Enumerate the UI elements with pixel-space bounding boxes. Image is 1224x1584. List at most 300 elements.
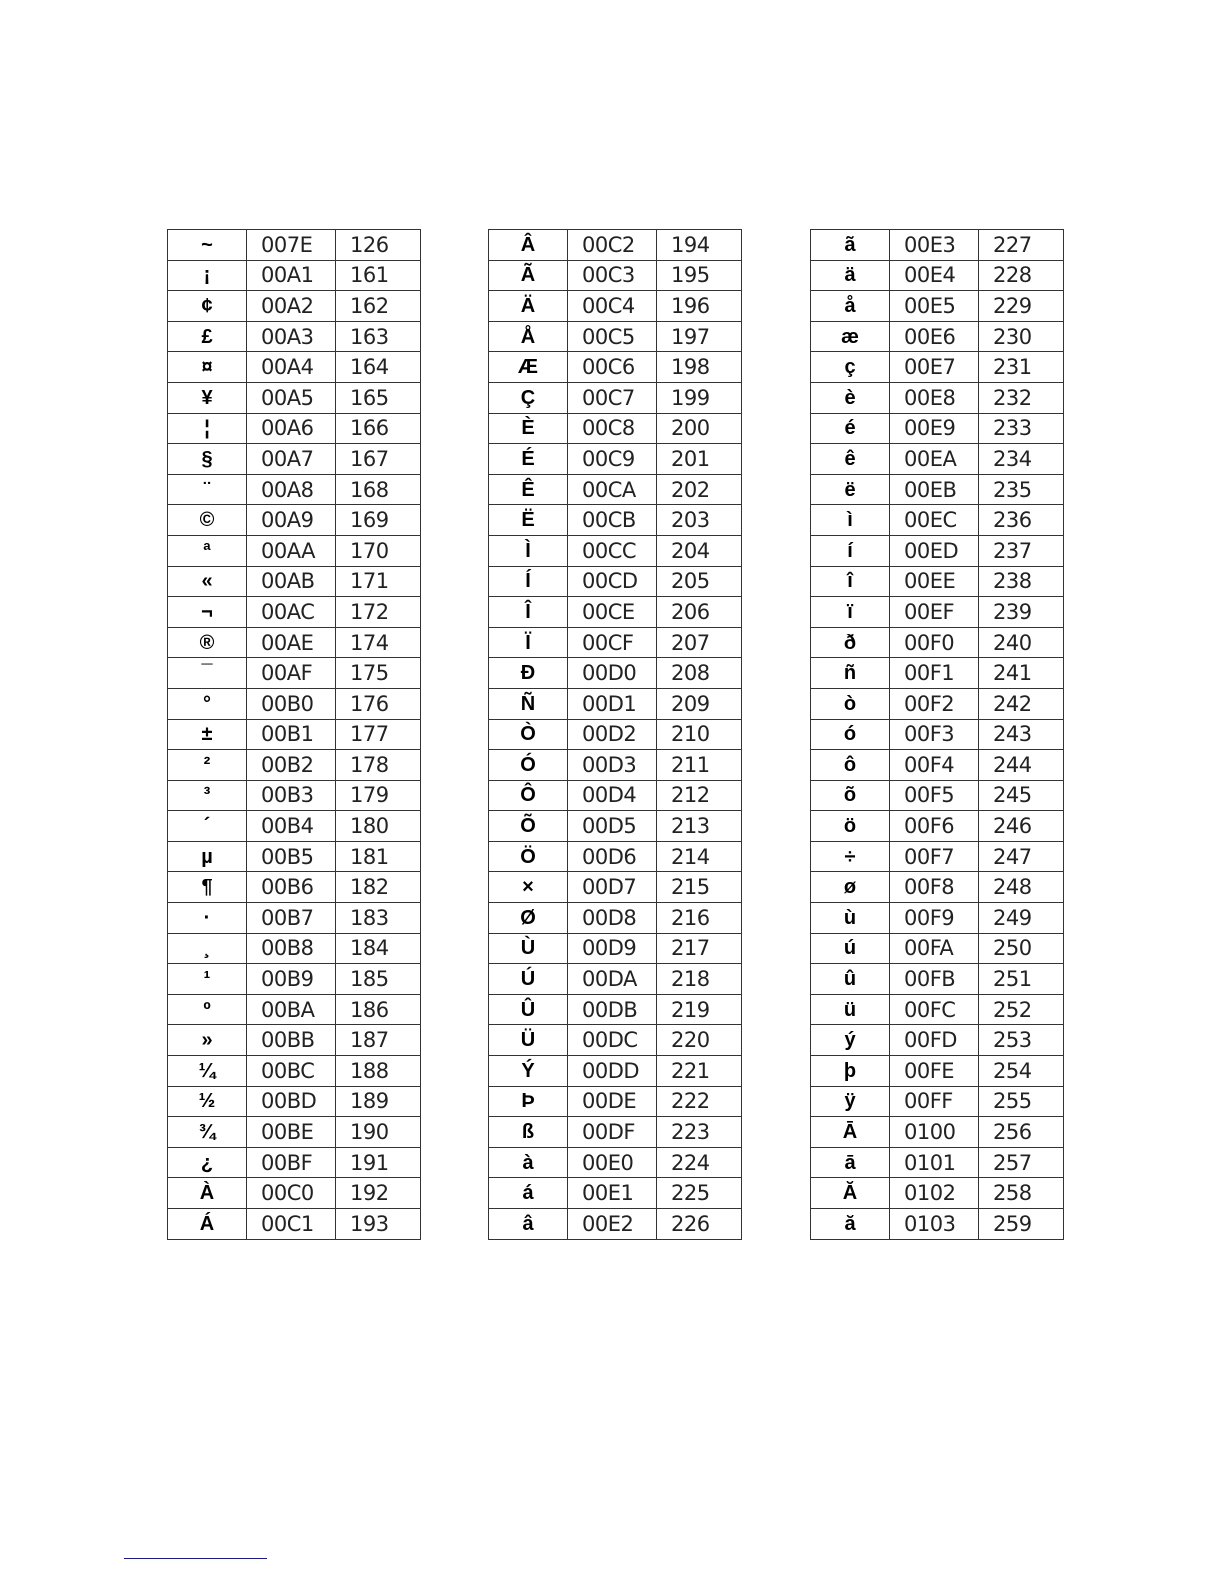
char-cell: ã	[811, 230, 890, 261]
table-row	[811, 444, 1064, 475]
decimal-code-cell: 212	[657, 780, 742, 811]
table-row	[811, 688, 1064, 719]
decimal-code-cell: 193	[336, 1209, 421, 1240]
table-row	[811, 597, 1064, 628]
decimal-code-cell: 244	[979, 750, 1064, 781]
table-row	[489, 1086, 742, 1117]
decimal-code-cell: 182	[336, 872, 421, 903]
hex-code-cell: 00EC	[890, 505, 979, 536]
decimal-code-cell: 204	[657, 535, 742, 566]
decimal-code-cell: 201	[657, 444, 742, 475]
hex-code-cell: 00B1	[247, 719, 336, 750]
table-row	[489, 1025, 742, 1056]
table-row	[489, 780, 742, 811]
table-row	[489, 841, 742, 872]
hex-code-cell: 00C5	[568, 321, 657, 352]
char-cell: Ñ	[489, 688, 568, 719]
hex-code-cell: 00B6	[247, 872, 336, 903]
char-cell: ±	[168, 719, 247, 750]
char-cell: Ø	[489, 903, 568, 934]
hex-code-cell: 00E5	[890, 291, 979, 322]
table-row	[168, 1025, 421, 1056]
hex-code-cell: 00EE	[890, 566, 979, 597]
hex-code-cell: 00F8	[890, 872, 979, 903]
char-cell: Ā	[811, 1117, 890, 1148]
hex-code-cell: 00C7	[568, 382, 657, 413]
table-row	[489, 811, 742, 842]
table-row	[489, 382, 742, 413]
hex-code-cell: 00CE	[568, 597, 657, 628]
decimal-code-cell: 226	[657, 1209, 742, 1240]
hex-code-cell: 00F9	[890, 903, 979, 934]
decimal-code-cell: 165	[336, 382, 421, 413]
decimal-code-cell: 235	[979, 474, 1064, 505]
hex-code-cell: 00DC	[568, 1025, 657, 1056]
table-row	[489, 627, 742, 658]
table-row	[811, 505, 1064, 536]
table-row	[489, 994, 742, 1025]
char-cell: »	[168, 1025, 247, 1056]
hex-code-cell: 00DB	[568, 994, 657, 1025]
char-cell: Ö	[489, 841, 568, 872]
table-row	[489, 321, 742, 352]
char-cell: ½	[168, 1086, 247, 1117]
char-cell: ò	[811, 688, 890, 719]
char-cell: §	[168, 444, 247, 475]
hex-code-cell: 00EF	[890, 597, 979, 628]
table-row	[489, 352, 742, 383]
table-row	[811, 1025, 1064, 1056]
decimal-code-cell: 198	[657, 352, 742, 383]
char-cell: ¨	[168, 474, 247, 505]
table-row	[489, 444, 742, 475]
decimal-code-cell: 225	[657, 1178, 742, 1209]
char-cell: ë	[811, 474, 890, 505]
table-row	[489, 1056, 742, 1087]
table-row	[811, 566, 1064, 597]
hex-code-cell: 00A3	[247, 321, 336, 352]
decimal-code-cell: 250	[979, 933, 1064, 964]
decimal-code-cell: 210	[657, 719, 742, 750]
hex-code-cell: 007E	[247, 230, 336, 261]
char-cell: Õ	[489, 811, 568, 842]
decimal-code-cell: 208	[657, 658, 742, 689]
hex-code-cell: 00FF	[890, 1086, 979, 1117]
hex-code-cell: 00A9	[247, 505, 336, 536]
table-row	[168, 627, 421, 658]
decimal-code-cell: 185	[336, 964, 421, 995]
char-cell: ¼	[168, 1056, 247, 1087]
hex-code-cell: 00F5	[890, 780, 979, 811]
decimal-code-cell: 238	[979, 566, 1064, 597]
table-row	[489, 535, 742, 566]
decimal-code-cell: 221	[657, 1056, 742, 1087]
hex-code-cell: 00B7	[247, 903, 336, 934]
decimal-code-cell: 243	[979, 719, 1064, 750]
decimal-code-cell: 200	[657, 413, 742, 444]
char-cell: ¢	[168, 291, 247, 322]
decimal-code-cell: 202	[657, 474, 742, 505]
decimal-code-cell: 209	[657, 688, 742, 719]
decimal-code-cell: 162	[336, 291, 421, 322]
char-cell: å	[811, 291, 890, 322]
decimal-code-cell: 239	[979, 597, 1064, 628]
char-cell: È	[489, 413, 568, 444]
decimal-code-cell: 246	[979, 811, 1064, 842]
table-row	[489, 1117, 742, 1148]
table-row	[811, 230, 1064, 261]
decimal-code-cell: 187	[336, 1025, 421, 1056]
table-row	[168, 811, 421, 842]
table-row	[811, 933, 1064, 964]
char-cell: ¦	[168, 413, 247, 444]
char-cell: è	[811, 382, 890, 413]
char-cell: ¸	[168, 933, 247, 964]
decimal-code-cell: 172	[336, 597, 421, 628]
char-cell: ð	[811, 627, 890, 658]
char-cell: ~	[168, 230, 247, 261]
char-cell: õ	[811, 780, 890, 811]
hex-code-cell: 00C4	[568, 291, 657, 322]
table-row	[489, 474, 742, 505]
char-cell: Ü	[489, 1025, 568, 1056]
char-cell: º	[168, 994, 247, 1025]
hex-code-cell: 00AF	[247, 658, 336, 689]
table-row	[168, 230, 421, 261]
decimal-code-cell: 192	[336, 1178, 421, 1209]
hex-code-cell: 00F4	[890, 750, 979, 781]
char-table-body	[489, 230, 742, 1240]
decimal-code-cell: 227	[979, 230, 1064, 261]
hex-code-cell: 00FE	[890, 1056, 979, 1087]
char-cell: ·	[168, 903, 247, 934]
table-row	[168, 291, 421, 322]
hex-code-cell: 00C1	[247, 1209, 336, 1240]
decimal-code-cell: 219	[657, 994, 742, 1025]
decimal-code-cell: 218	[657, 964, 742, 995]
table-row	[811, 1086, 1064, 1117]
hex-code-cell: 00BB	[247, 1025, 336, 1056]
decimal-code-cell: 224	[657, 1147, 742, 1178]
table-row	[168, 1056, 421, 1087]
table-row	[811, 1147, 1064, 1178]
table-row	[168, 994, 421, 1025]
table-row	[811, 1056, 1064, 1087]
table-row	[168, 658, 421, 689]
decimal-code-cell: 237	[979, 535, 1064, 566]
table-row	[489, 688, 742, 719]
hex-code-cell: 00DA	[568, 964, 657, 995]
hex-code-cell: 00E4	[890, 260, 979, 291]
char-cell: ´	[168, 811, 247, 842]
decimal-code-cell: 190	[336, 1117, 421, 1148]
hex-code-cell: 00D1	[568, 688, 657, 719]
decimal-code-cell: 195	[657, 260, 742, 291]
hex-code-cell: 00D6	[568, 841, 657, 872]
decimal-code-cell: 180	[336, 811, 421, 842]
char-cell: ô	[811, 750, 890, 781]
hex-code-cell: 00F7	[890, 841, 979, 872]
hex-code-cell: 00C0	[247, 1178, 336, 1209]
char-cell: ø	[811, 872, 890, 903]
decimal-code-cell: 181	[336, 841, 421, 872]
char-cell: â	[489, 1209, 568, 1240]
table-row	[168, 321, 421, 352]
decimal-code-cell: 167	[336, 444, 421, 475]
char-cell: é	[811, 413, 890, 444]
hex-code-cell: 00BF	[247, 1147, 336, 1178]
table-row	[489, 658, 742, 689]
hex-code-cell: 00ED	[890, 535, 979, 566]
hex-code-cell: 00C8	[568, 413, 657, 444]
footnote-separator	[124, 1558, 267, 1559]
hex-code-cell: 00FC	[890, 994, 979, 1025]
decimal-code-cell: 178	[336, 750, 421, 781]
decimal-code-cell: 189	[336, 1086, 421, 1117]
table-row	[168, 903, 421, 934]
hex-code-cell: 00E2	[568, 1209, 657, 1240]
hex-code-cell: 00A5	[247, 382, 336, 413]
char-cell: í	[811, 535, 890, 566]
char-cell: ç	[811, 352, 890, 383]
table-row	[168, 780, 421, 811]
decimal-code-cell: 213	[657, 811, 742, 842]
hex-code-cell: 00E3	[890, 230, 979, 261]
table-row	[489, 566, 742, 597]
table-row	[168, 535, 421, 566]
hex-code-cell: 00F3	[890, 719, 979, 750]
char-cell: Û	[489, 994, 568, 1025]
table-row	[168, 1147, 421, 1178]
char-cell: ©	[168, 505, 247, 536]
decimal-code-cell: 163	[336, 321, 421, 352]
decimal-code-cell: 257	[979, 1147, 1064, 1178]
table-row	[168, 474, 421, 505]
decimal-code-cell: 220	[657, 1025, 742, 1056]
table-row	[811, 1117, 1064, 1148]
table-row	[168, 750, 421, 781]
table-row	[489, 413, 742, 444]
char-cell: Þ	[489, 1086, 568, 1117]
decimal-code-cell: 186	[336, 994, 421, 1025]
table-row	[811, 321, 1064, 352]
table-row	[168, 1209, 421, 1240]
char-cell: Ó	[489, 750, 568, 781]
hex-code-cell: 00A1	[247, 260, 336, 291]
table-row	[489, 291, 742, 322]
char-cell: Ï	[489, 627, 568, 658]
char-cell: à	[489, 1147, 568, 1178]
table-row	[168, 688, 421, 719]
char-cell: Ë	[489, 505, 568, 536]
char-cell: ¾	[168, 1117, 247, 1148]
hex-code-cell: 00D3	[568, 750, 657, 781]
hex-code-cell: 00A8	[247, 474, 336, 505]
hex-code-cell: 00BE	[247, 1117, 336, 1148]
char-cell: À	[168, 1178, 247, 1209]
table-row	[811, 1209, 1064, 1240]
char-cell: É	[489, 444, 568, 475]
hex-code-cell: 00E9	[890, 413, 979, 444]
char-cell: ¤	[168, 352, 247, 383]
hex-code-cell: 00D4	[568, 780, 657, 811]
hex-code-cell: 00EA	[890, 444, 979, 475]
char-table-1	[167, 229, 421, 1240]
table-row	[811, 872, 1064, 903]
hex-code-cell: 00B5	[247, 841, 336, 872]
char-cell: Ð	[489, 658, 568, 689]
decimal-code-cell: 228	[979, 260, 1064, 291]
char-cell: Ô	[489, 780, 568, 811]
char-cell: ì	[811, 505, 890, 536]
char-table-2	[488, 229, 742, 1240]
char-cell: Ì	[489, 535, 568, 566]
decimal-code-cell: 179	[336, 780, 421, 811]
hex-code-cell: 00D2	[568, 719, 657, 750]
decimal-code-cell: 240	[979, 627, 1064, 658]
table-row	[811, 811, 1064, 842]
char-cell: ¡	[168, 260, 247, 291]
decimal-code-cell: 252	[979, 994, 1064, 1025]
hex-code-cell: 00DF	[568, 1117, 657, 1148]
hex-code-cell: 0100	[890, 1117, 979, 1148]
decimal-code-cell: 194	[657, 230, 742, 261]
char-cell: Å	[489, 321, 568, 352]
hex-code-cell: 00C3	[568, 260, 657, 291]
table-row	[811, 1178, 1064, 1209]
hex-code-cell: 00B2	[247, 750, 336, 781]
char-cell: ü	[811, 994, 890, 1025]
char-cell: ê	[811, 444, 890, 475]
char-table-3	[810, 229, 1064, 1240]
char-cell: ¿	[168, 1147, 247, 1178]
char-cell: ó	[811, 719, 890, 750]
decimal-code-cell: 171	[336, 566, 421, 597]
hex-code-cell: 00C6	[568, 352, 657, 383]
char-cell: ä	[811, 260, 890, 291]
decimal-code-cell: 161	[336, 260, 421, 291]
char-cell: ²	[168, 750, 247, 781]
decimal-code-cell: 256	[979, 1117, 1064, 1148]
table-row	[811, 994, 1064, 1025]
hex-code-cell: 00B0	[247, 688, 336, 719]
char-cell: ®	[168, 627, 247, 658]
decimal-code-cell: 207	[657, 627, 742, 658]
table-row	[811, 964, 1064, 995]
decimal-code-cell: 255	[979, 1086, 1064, 1117]
decimal-code-cell: 249	[979, 903, 1064, 934]
hex-code-cell: 00D8	[568, 903, 657, 934]
decimal-code-cell: 217	[657, 933, 742, 964]
char-cell: Ê	[489, 474, 568, 505]
decimal-code-cell: 203	[657, 505, 742, 536]
char-cell: °	[168, 688, 247, 719]
char-cell: Â	[489, 230, 568, 261]
char-cell: ¹	[168, 964, 247, 995]
table-row	[489, 964, 742, 995]
hex-code-cell: 00E7	[890, 352, 979, 383]
hex-code-cell: 00DE	[568, 1086, 657, 1117]
hex-code-cell: 00F6	[890, 811, 979, 842]
decimal-code-cell: 233	[979, 413, 1064, 444]
hex-code-cell: 00AE	[247, 627, 336, 658]
table-row	[168, 597, 421, 628]
table-row	[168, 260, 421, 291]
table-row	[489, 230, 742, 261]
decimal-code-cell: 241	[979, 658, 1064, 689]
char-cell: «	[168, 566, 247, 597]
table-row	[168, 505, 421, 536]
table-row	[811, 260, 1064, 291]
table-row	[489, 903, 742, 934]
hex-code-cell: 00E0	[568, 1147, 657, 1178]
decimal-code-cell: 184	[336, 933, 421, 964]
table-row	[811, 352, 1064, 383]
hex-code-cell: 00D5	[568, 811, 657, 842]
char-cell: ù	[811, 903, 890, 934]
decimal-code-cell: 253	[979, 1025, 1064, 1056]
hex-code-cell: 00A2	[247, 291, 336, 322]
char-cell: Ù	[489, 933, 568, 964]
char-cell: ß	[489, 1117, 568, 1148]
char-cell: ª	[168, 535, 247, 566]
table-row	[811, 903, 1064, 934]
hex-code-cell: 00E6	[890, 321, 979, 352]
hex-code-cell: 0101	[890, 1147, 979, 1178]
decimal-code-cell: 251	[979, 964, 1064, 995]
hex-code-cell: 00C2	[568, 230, 657, 261]
table-row	[811, 658, 1064, 689]
table-row	[811, 750, 1064, 781]
table-row	[168, 719, 421, 750]
table-row	[168, 413, 421, 444]
decimal-code-cell: 191	[336, 1147, 421, 1178]
hex-code-cell: 00A6	[247, 413, 336, 444]
table-row	[489, 1178, 742, 1209]
table-row	[811, 627, 1064, 658]
hex-code-cell: 00A7	[247, 444, 336, 475]
decimal-code-cell: 196	[657, 291, 742, 322]
hex-code-cell: 00F1	[890, 658, 979, 689]
hex-code-cell: 00B8	[247, 933, 336, 964]
decimal-code-cell: 205	[657, 566, 742, 597]
table-row	[811, 474, 1064, 505]
hex-code-cell: 00B3	[247, 780, 336, 811]
char-table-body	[811, 230, 1064, 1240]
table-row	[489, 933, 742, 964]
table-row	[168, 444, 421, 475]
decimal-code-cell: 206	[657, 597, 742, 628]
decimal-code-cell: 199	[657, 382, 742, 413]
decimal-code-cell: 183	[336, 903, 421, 934]
hex-code-cell: 00F0	[890, 627, 979, 658]
char-cell: ¬	[168, 597, 247, 628]
table-row	[489, 719, 742, 750]
hex-code-cell: 00D0	[568, 658, 657, 689]
char-cell: ú	[811, 933, 890, 964]
decimal-code-cell: 216	[657, 903, 742, 934]
hex-code-cell: 00FD	[890, 1025, 979, 1056]
decimal-code-cell: 259	[979, 1209, 1064, 1240]
decimal-code-cell: 236	[979, 505, 1064, 536]
char-cell: þ	[811, 1056, 890, 1087]
decimal-code-cell: 168	[336, 474, 421, 505]
table-row	[811, 841, 1064, 872]
hex-code-cell: 00AB	[247, 566, 336, 597]
decimal-code-cell: 234	[979, 444, 1064, 475]
hex-code-cell: 00BA	[247, 994, 336, 1025]
char-table-body	[168, 230, 421, 1240]
